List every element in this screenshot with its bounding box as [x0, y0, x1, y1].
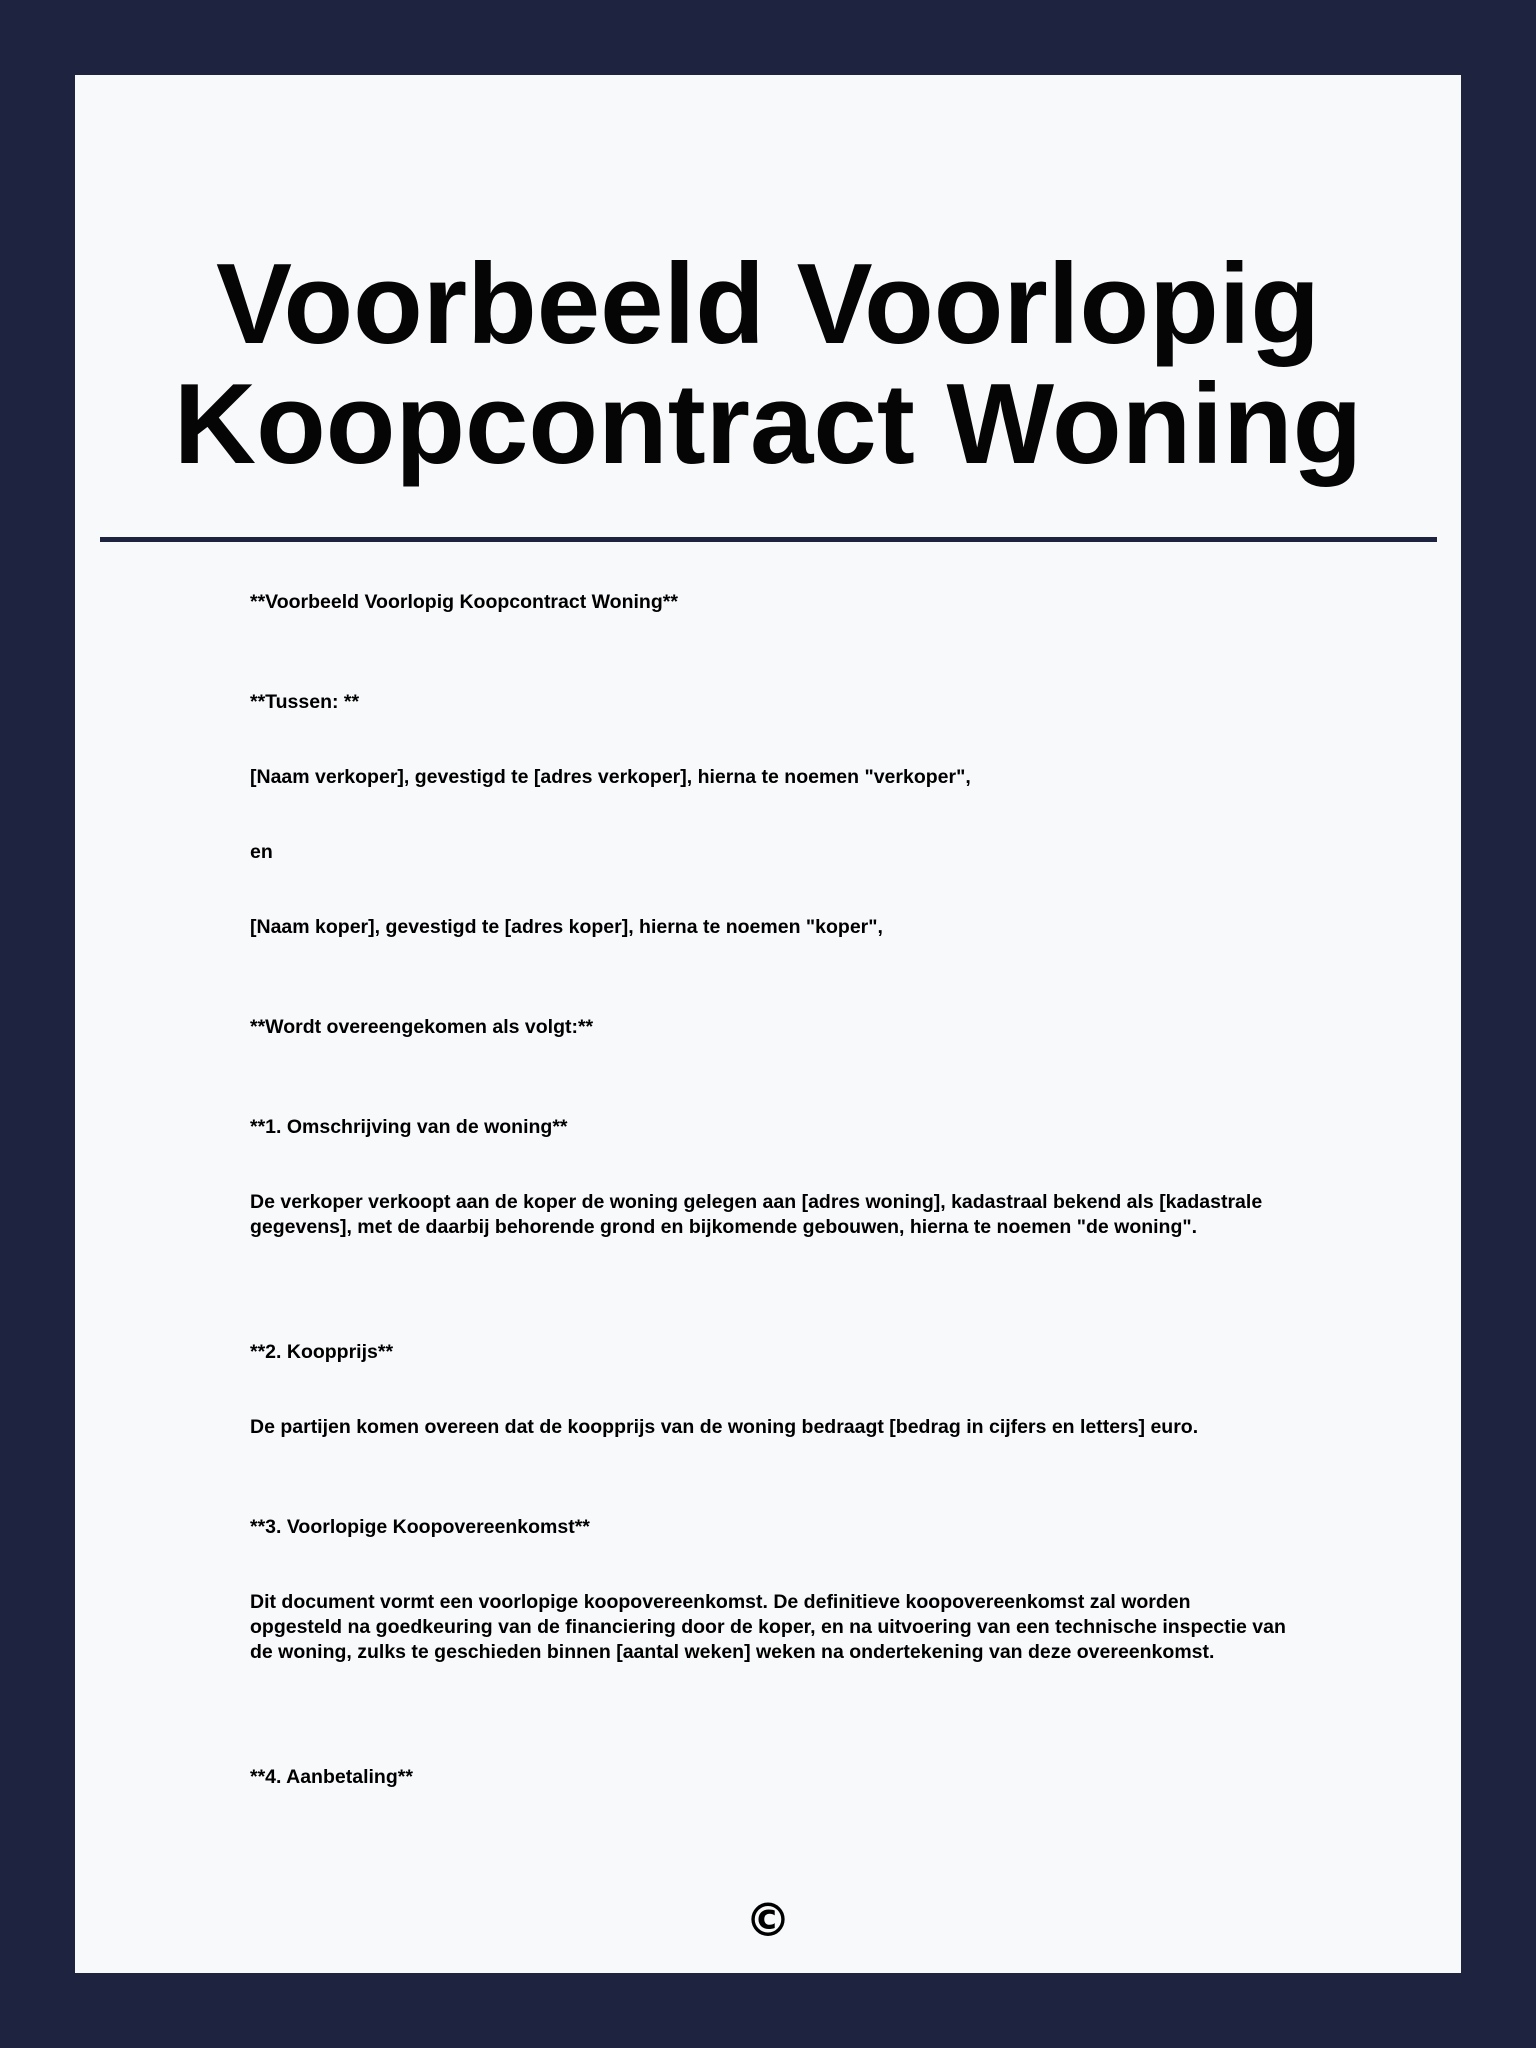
body-heading: **Voorbeeld Voorlopig Koopcontract Woning** [250, 591, 678, 613]
section-2-text: De partijen komen overeen dat de koopprijs van de woning bedraagt [bedrag in cijfers en letters] euro. [250, 1416, 1199, 1438]
agreement-heading: **Wordt overeengekomen als volgt:** [250, 1016, 594, 1038]
section-1-heading: **1. Omschrijving van de woning** [250, 1116, 568, 1138]
section-3-text: Dit document vormt een voorlopige koopovereenkomst. De definitieve koopovereenkomst zal worden opgesteld na goedkeuring van de financiering door de koper, en na uitvoering van een technische inspectie van de woning, zulks te geschieden binnen [aantal weken] weken na ondertekening van deze overeenkomst. [250, 1591, 1286, 1663]
section-1-text: De verkoper verkoopt aan de koper de woning gelegen aan [adres woning], kadastraal bekend als [kadastrale gegevens], met de daarbij behorende grond en bijkomende gebouwen, hierna te noemen "de woning". [250, 1191, 1263, 1238]
buyer-paragraph: [Naam koper], gevestigd te [adres koper], hierna te noemen "koper", [250, 916, 883, 938]
parties-heading: **Tussen: ** [250, 691, 360, 713]
seller-paragraph: [Naam verkoper], gevestigd te [adres verkoper], hierna te noemen "verkoper", [250, 766, 971, 788]
document-page [75, 75, 1461, 1973]
section-3-heading: **3. Voorlopige Koopovereenkomst** [250, 1516, 590, 1538]
document-title: Voorbeeld Voorlopig Koopcontract Woning [173, 241, 1363, 488]
copyright-icon: © [745, 1893, 791, 1947]
section-2-heading: **2. Koopprijs** [250, 1341, 394, 1363]
section-4-heading: **4. Aanbetaling** [250, 1766, 413, 1788]
and-paragraph: en [250, 841, 273, 863]
document-body [250, 75, 1286, 1973]
